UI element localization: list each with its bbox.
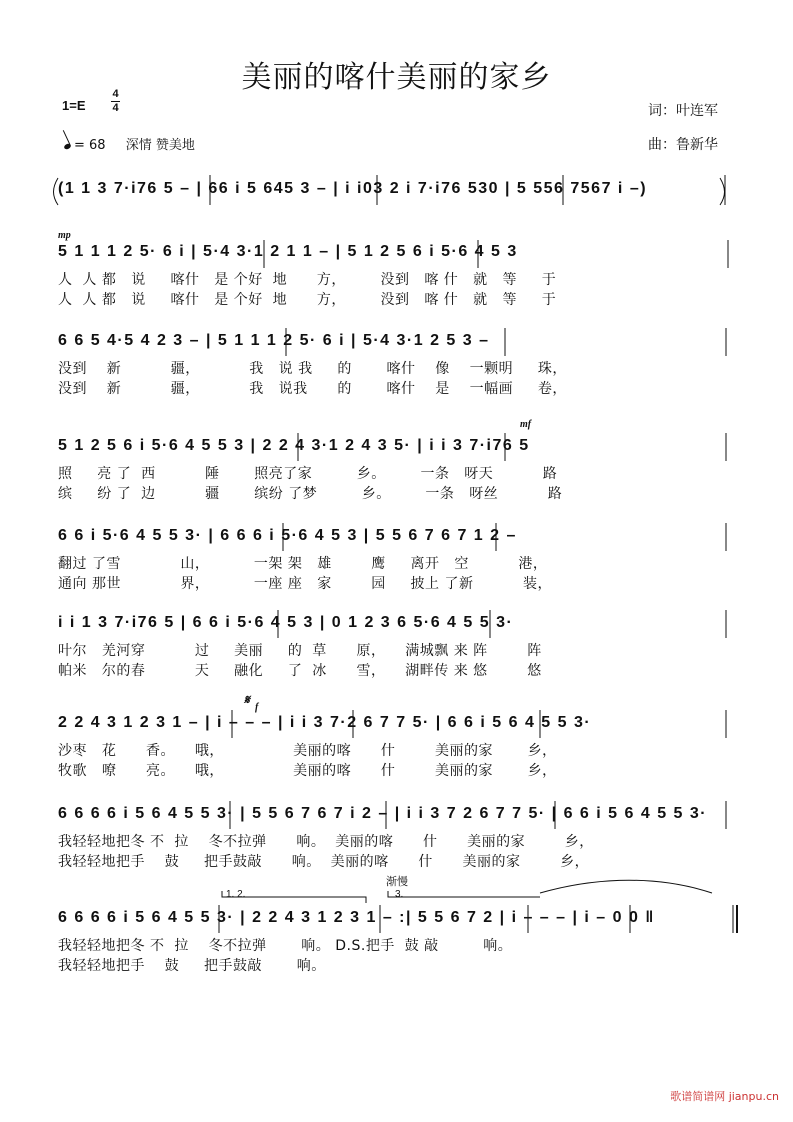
- song-title: 美丽的喀什美丽的家乡: [241, 60, 552, 95]
- notation-line: 6 6 i 5·6 4 5 5 3· | 6 6 6 i 5·6 4 5 3 | 5 5 6 7 6 7 1 2 –: [58, 527, 517, 544]
- lyric-verse-1: 没到 新 疆， 我 说 我 的 喀什 像 一颗明 珠，: [58, 361, 567, 377]
- time-signature-top: 4: [112, 88, 119, 100]
- tempo-change-mark: 渐慢: [386, 875, 408, 888]
- expression-text: 深情 赞美地: [125, 138, 195, 153]
- notation-line: 6 6 6 6 i 5 6 4 5 5 3· | 2 2 4 3 1 2 3 1 – :| 5 5 6 7 2 | i – – – | i – 0 0 ‖: [58, 909, 655, 926]
- notation-line: 5 1 1 1 2 5· 6 i | 5·4 3·1 2 1 1 – | 5 1 2 5 6 i 5·6 4 5 3: [58, 243, 518, 260]
- notation-line: (1 1 3 7·i76 5 – | 66 i 5 645 3 – | i i03 2 i 7·i76 530 | 5 556 7567 i –): [58, 180, 648, 197]
- notation-line: 6 6 6 6 i 5 6 4 5 5 3· | 5 5 6 7 6 7 i 2 – | i i 3 7 2 6 7 7 5· | 6 6 i 5 6 4 5 5 3·: [58, 805, 708, 822]
- lyric-verse-1: 翻过 了雪 山， 一架 架 雄 鹰 离开 空 港，: [58, 556, 548, 572]
- lyric-verse-2: 我轻轻地把手 鼓 把手鼓敲 响。 美丽的喀 什 美丽的家 乡，: [58, 854, 590, 870]
- lyric-verse-2: 帕米 尔的春 天 融化 了 冰 雪， 湖畔传 来 悠 悠: [58, 663, 542, 679]
- lyric-verse-1: 叶尔 羌河穿 过 美丽 的 草 原， 满城飘 来 阵 阵: [58, 643, 542, 659]
- dynamic-mark: mp: [58, 230, 71, 241]
- notation-line: 2 2 4 3 1 2 3 1 – | i – – – | i i 3 7·2 6 7 7 5· | 6 6 i 5 6 4 5 5 3·: [58, 714, 592, 731]
- lyric-verse-1: 人 人 都 说 喀什 是 个好 地 方， 没到 喀 什 就 等 于: [58, 272, 557, 288]
- lyric-verse-1: 我轻轻地把冬 不 拉 冬不拉弹 响。 美丽的喀 什 美丽的家 乡，: [58, 834, 594, 850]
- lyric-verse-2: 缤 纷 了 边 疆 缤纷 了梦 乡。 一条 呀丝 路: [58, 486, 563, 502]
- tempo-value: = 68: [74, 138, 106, 153]
- lyric-verse-2: 没到 新 疆， 我 说我 的 喀什 是 一幅画 卷，: [58, 381, 567, 397]
- second-ending-label: 3.: [395, 889, 404, 900]
- lyric-verse-1: 照 亮 了 西 陲 照亮了家 乡。 一条 呀天 路: [58, 466, 558, 482]
- lyric-verse-2: 通向 那世 界， 一座 座 家 园 披上 了新 装，: [58, 576, 553, 592]
- lyric-verse-2: 牧歌 嘹 亮。 哦， 美丽的喀 什 美丽的家 乡，: [58, 763, 557, 779]
- first-ending-label: 1. 2.: [226, 889, 246, 900]
- notation-line: 5 1 2 5 6 i 5·6 4 5 5 3 | 2 2 4 3·1 2 4 3 5· | i i 3 7·i76 5: [58, 437, 530, 454]
- lyric-verse-2: 我轻轻地把手 鼓 把手鼓敲 响。: [58, 958, 326, 974]
- lyric-verse-2: 人 人 都 说 喀什 是 个好 地 方， 没到 喀 什 就 等 于: [58, 292, 557, 308]
- composer: 曲：鲁新华: [648, 137, 718, 153]
- time-signature-bottom: 4: [112, 102, 119, 114]
- site-watermark: 歌谱简谱网 jianpu.cn: [670, 1090, 779, 1103]
- lyricist: 词：叶连军: [648, 103, 718, 119]
- dynamic-mark: f: [255, 702, 259, 713]
- key-signature: 1=E: [62, 98, 86, 113]
- segno-icon: 𝄋: [244, 692, 250, 707]
- notation-line: 6 6 5 4·5 4 2 3 – | 5 1 1 1 2 5· 6 i | 5·4 3·1 2 5 3 –: [58, 332, 490, 349]
- lyric-verse-1: 我轻轻地把冬 不 拉 冬不拉弹 响。 D.S.把手 鼓 敲 响。: [58, 938, 513, 954]
- notation-line: i i 1 3 7·i76 5 | 6 6 i 5·6 4 5 3 | 0 1 2 3 6 5·6 4 5 5 3·: [58, 614, 514, 631]
- dynamic-mark: mf: [520, 419, 532, 430]
- lyric-verse-1: 沙枣 花 香。 哦， 美丽的喀 什 美丽的家 乡，: [58, 743, 557, 759]
